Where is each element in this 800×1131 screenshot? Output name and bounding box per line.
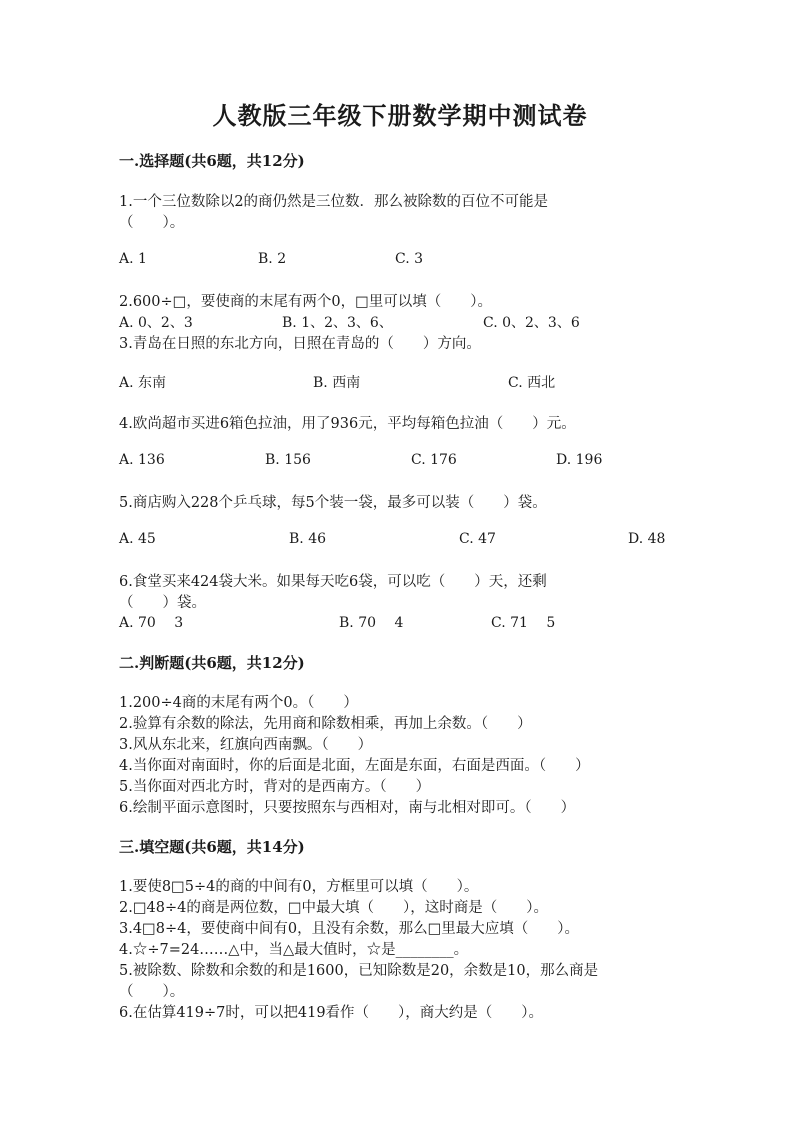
question-text: 1.要使8□5÷4的商的中间有0，方框里可以填（ ）。 bbox=[119, 879, 479, 895]
question-text: 1.一个三位数除以2的商仍然是三位数．那么被除数的百位不可能是 bbox=[119, 194, 549, 210]
option: A. 70 3 bbox=[119, 615, 184, 631]
option: A. 1 bbox=[119, 251, 147, 267]
question-text: 6.在估算419÷7时，可以把419看作（ ），商大约是（ ）。 bbox=[119, 1005, 544, 1021]
question-text: 2.验算有余数的除法，先用商和除数相乘，再加上余数。（ ） bbox=[119, 716, 532, 732]
section-heading-judgement: 二.判断题(共6题，共12分) bbox=[119, 654, 305, 672]
option: C. 3 bbox=[395, 251, 424, 267]
question-text: 3.4□8÷4，要使商中间有0，且没有余数，那么□里最大应填（ ）。 bbox=[119, 921, 580, 937]
question-text: 5.商店购入228个乒乓球，每5个装一袋，最多可以装（ ）袋。 bbox=[119, 495, 547, 511]
question-text: 2.600÷□，要使商的末尾有两个0，□里可以填（ ）。 bbox=[119, 294, 493, 310]
option: C. 西北 bbox=[508, 375, 556, 391]
option: C. 71 5 bbox=[491, 615, 556, 631]
option: B. 70 4 bbox=[339, 615, 404, 631]
option: B. 46 bbox=[289, 531, 327, 547]
section-heading-fill-blank: 三.填空题(共6题，共14分) bbox=[119, 838, 305, 856]
question-text: （ ）。 bbox=[119, 984, 185, 1000]
option: C. 47 bbox=[459, 531, 496, 547]
option: A. 136 bbox=[119, 452, 165, 468]
option: B. 1、2、3、6、 bbox=[282, 315, 393, 331]
question-text: （ ）。 bbox=[119, 215, 185, 231]
question-text: 4.欧尚超市买进6箱色拉油，用了936元，平均每箱色拉油（ ）元。 bbox=[119, 416, 576, 432]
question-text: 3.风从东北来，红旗向西南飘。（ ） bbox=[119, 737, 373, 753]
option: A. 45 bbox=[119, 531, 156, 547]
question-text: 1.200÷4商的末尾有两个0。（ ） bbox=[119, 695, 358, 711]
question-text: 6.绘制平面示意图时，只要按照东与西相对，南与北相对即可。（ ） bbox=[119, 800, 576, 816]
option: B. 156 bbox=[265, 452, 311, 468]
question-text: 5.当你面对西北方时，背对的是西南方。（ ） bbox=[119, 779, 431, 795]
question-text: 4.☆÷7=24……△中，当△最大值时，☆是________。 bbox=[119, 942, 469, 958]
question-text: 6.食堂买来424袋大米。如果每天吃6袋，可以吃（ ）天，还剩 bbox=[119, 574, 547, 590]
section-heading-choice: 一.选择题(共6题，共12分) bbox=[119, 152, 305, 170]
question-text: 5.被除数、除数和余数的和是1600，已知除数是20，余数是10，那么商是 bbox=[119, 963, 599, 979]
option: D. 196 bbox=[556, 452, 603, 468]
option: C. 0、2、3、6 bbox=[483, 315, 580, 331]
question-text: 3.青岛在日照的东北方向，日照在青岛的（ ）方向。 bbox=[119, 336, 481, 352]
option: B. 2 bbox=[258, 251, 287, 267]
option: A. 东南 bbox=[119, 375, 167, 391]
option: C. 176 bbox=[411, 452, 457, 468]
question-text: （ ）袋。 bbox=[119, 595, 206, 611]
option: B. 西南 bbox=[313, 375, 361, 391]
page-title: 人教版三年级下册数学期中测试卷 bbox=[212, 101, 588, 130]
question-text: 2.□48÷4的商是两位数，□中最大填（ ），这时商是（ ）。 bbox=[119, 900, 549, 916]
question-text: 4.当你面对南面时，你的后面是北面，左面是东面，右面是西面。（ ） bbox=[119, 758, 590, 774]
option: D. 48 bbox=[628, 531, 666, 547]
option: A. 0、2、3 bbox=[119, 315, 193, 331]
